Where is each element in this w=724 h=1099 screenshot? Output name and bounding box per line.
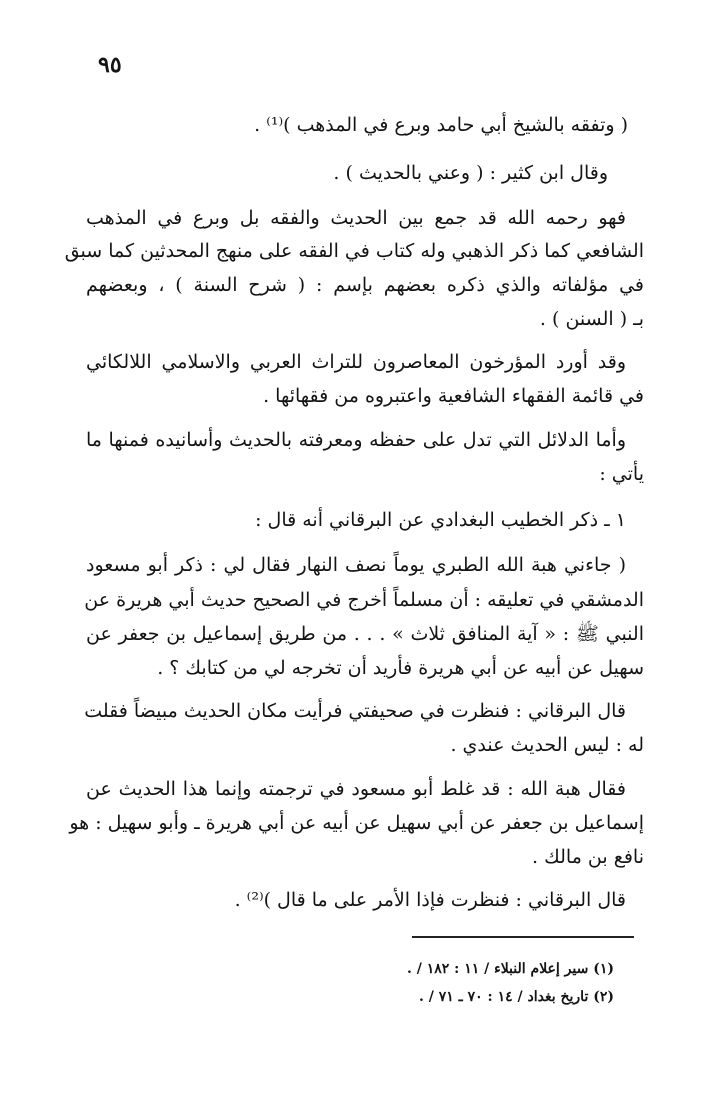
text-line: نافع بن مالك . bbox=[532, 846, 644, 868]
text-line: وقال ابن كثير : ( وعني بالحديث ) . bbox=[333, 162, 608, 184]
text-line: وقد أورد المؤرخون المعاصرون للتراث العربي والاسلامي اللالكائي bbox=[86, 351, 626, 373]
text-line: ( وتفقه بالشيخ أبي حامد وبرع في المذهب )⁽¹⁾ . bbox=[254, 114, 628, 136]
text-line: في مؤلفاته والذي ذكره بعضهم بإسم : ( شرح السنة ) ، وبعضهم bbox=[86, 274, 644, 296]
text-line: قال البرقاني : فنظرت في صحيفتي فرأيت مكان الحديث مبيضاً فقلت bbox=[84, 700, 626, 722]
text-line: فقال هبة الله : قد غلط أبو مسعود في ترجمته وإنما هذا الحديث عن bbox=[86, 778, 626, 800]
text-line: إسماعيل بن جعفر عن أبي سهيل عن أبيه عن أبي هريرة ـ وأبو سهيل : هو bbox=[69, 812, 644, 834]
footnote-divider bbox=[412, 936, 634, 938]
text-line: ١ ـ ذكر الخطيب البغدادي عن البرقاني أنه قال : bbox=[255, 509, 626, 531]
text-line: الدمشقي في تعليقه : أن مسلماً أخرج في الصحيح حديث أبي هريرة عن bbox=[84, 589, 644, 611]
text-line: في قائمة الفقهاء الشافعية واعتبروه من فقهائها . bbox=[263, 385, 644, 407]
text-line: يأتي : bbox=[599, 463, 644, 485]
text-line: فهو رحمه الله قد جمع بين الحديث والفقه بل وبرع في المذهب bbox=[86, 207, 626, 229]
text-line: بـ ( السنن ) . bbox=[539, 308, 644, 330]
text-line: سهيل عن أبيه عن أبي هريرة فأريد أن تخرجه لي من كتابك ؟ . bbox=[157, 657, 644, 679]
text-line: قال البرقاني : فنظرت فإذا الأمر على ما قال )⁽²⁾ . bbox=[234, 889, 626, 911]
text-line: وأما الدلائل التي تدل على حفظه ومعرفته بالحديث وأسانيده فمنها ما bbox=[86, 429, 626, 451]
text-line: الشافعي كما ذكر الذهبي وله كتاب في الفقه على منهج المحدثين كما سبق bbox=[64, 240, 644, 262]
text-line: النبي ﷺ : « آية المنافق ثلاث » . . . من طريق إسماعيل بن جعفر عن bbox=[86, 623, 644, 645]
footnote: (٢) تاريخ بغداد / ١٤ : ٧٠ ـ ٧١ / . bbox=[418, 989, 614, 1005]
text-line: له : ليس الحديث عندي . bbox=[450, 734, 644, 756]
page-number: ٩٥ bbox=[98, 52, 122, 78]
text-line: ( جاءني هبة الله الطبري يوماً نصف النهار فقال لي : ذكر أبو مسعود bbox=[86, 554, 626, 576]
footnote: (١) سير إعلام النبلاء / ١١ : ١٨٢ / . bbox=[406, 961, 614, 977]
